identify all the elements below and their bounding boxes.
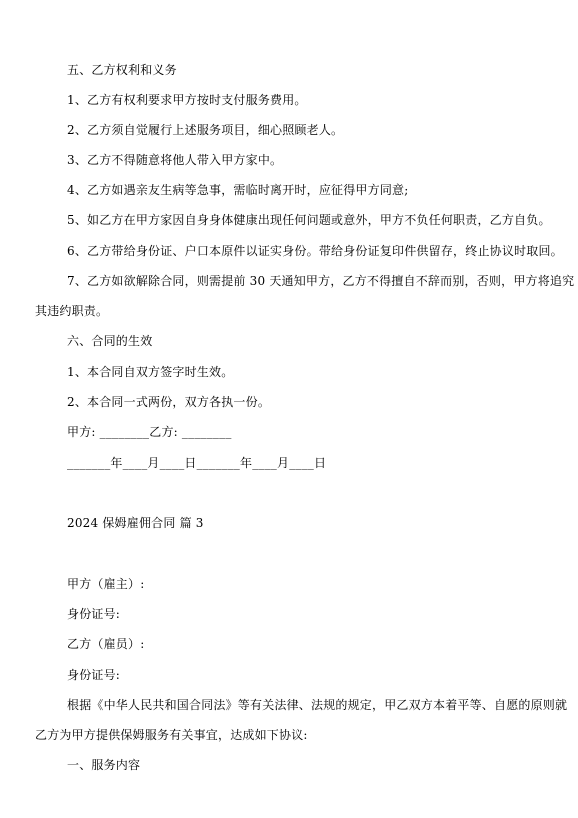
clause-text: 5、如乙方在甲方家因自身身体健康出现任何问题或意外，甲方不负任何职责，乙方自负。 — [67, 213, 551, 227]
section-heading-services: 一、服务内容 — [67, 758, 141, 772]
section-heading-rights: 五、乙方权利和义务 — [67, 63, 177, 77]
clause-text: 1、本合同自双方签字时生效。 — [67, 365, 234, 379]
section-heading-effect: 六、合同的生效 — [67, 334, 153, 348]
clause-text: 7、乙方如欲解除合同，则需提前 30 天通知甲方，乙方不得擅自不辞而别，否则，甲方将追究 — [67, 274, 575, 288]
clause-text: 2、本合同一式两份，双方各执一份。 — [67, 395, 271, 409]
clause-text: 6、乙方带给身份证、户口本原件以证实身份。带给身份证复印件供留存，终止协议时取回。 — [67, 244, 563, 258]
clause-text: 4、乙方如遇亲友生病等急事，需临时离开时，应征得甲方同意; — [67, 183, 409, 197]
contract-title: 2024 保姆雇佣合同 篇 3 — [67, 516, 204, 530]
clause-text: 1、乙方有权利要求甲方按时支付服务费用。 — [67, 93, 307, 107]
id-number-label: 身份证号: — [67, 607, 121, 621]
signature-line: 甲方: ________乙方: ________ — [67, 425, 232, 439]
id-number-label: 身份证号: — [67, 668, 121, 682]
party-b-label: 乙方（雇员）: — [67, 637, 145, 651]
preamble-text-continued: 乙方为甲方提供保姆服务有关事宜，达成如下协议: — [35, 728, 308, 742]
party-a-label: 甲方（雇主）: — [67, 577, 145, 591]
clause-text-continued: 其违约职责。 — [35, 304, 109, 318]
clause-text: 3、乙方不得随意将他人带入甲方家中。 — [67, 153, 283, 167]
date-line: _______年____月____日_______年____月____日 — [67, 456, 327, 470]
preamble-text: 根据《中华人民共和国合同法》等有关法律、法规的规定，甲乙双方本着平等、自愿的原则就 — [67, 698, 568, 712]
clause-text: 2、乙方须自觉履行上述服务项目，细心照顾老人。 — [67, 123, 344, 137]
